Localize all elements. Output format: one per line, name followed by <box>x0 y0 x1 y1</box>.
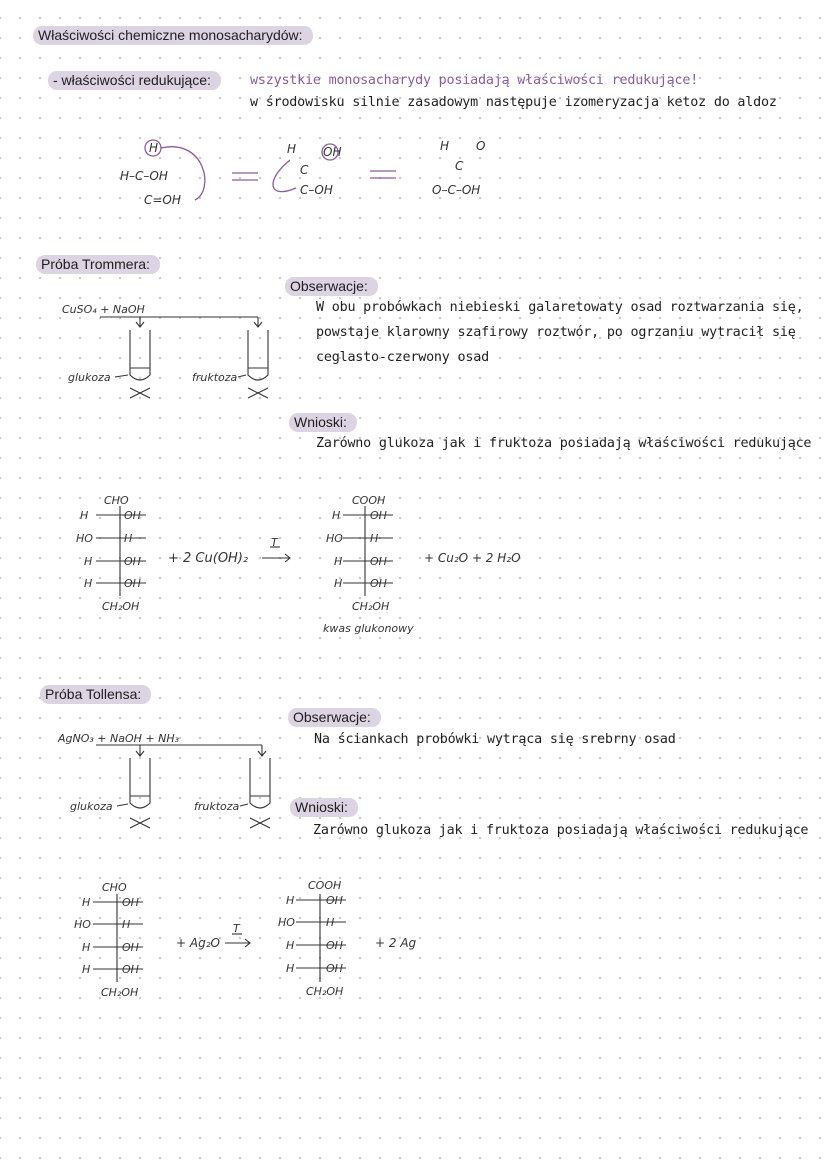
trommer-product-right: OH <box>370 509 387 522</box>
iso-s1-h: H <box>149 141 159 155</box>
trommer-product-right: OH <box>370 555 387 568</box>
tollens-observation: Na ściankach probówki wytrąca się srebrny osad <box>314 732 676 747</box>
trommer-reactant-right: OH <box>124 509 141 522</box>
trommer-product-top: COOH <box>352 494 386 507</box>
trommer-product-left: H <box>334 555 343 568</box>
tollens-product-right: OH <box>326 939 343 952</box>
tollens-product-top: COOH <box>308 879 342 892</box>
tollens-conclusion: Zarówno glukoza jak i fruktoza posiadają właściwości redukujące <box>313 823 809 838</box>
tollens-reactant-left: HO <box>74 918 91 931</box>
trommer-reactant-left: H <box>84 577 93 590</box>
tollens-product-right: OH <box>326 962 343 975</box>
trommer-reactant-right: OH <box>124 555 141 568</box>
tollens-tube-fructose: fruktoza <box>194 800 240 813</box>
isomerization-note: w środowisku silnie zasadowym następuje izomeryzacja ketoz do aldoz <box>250 95 777 110</box>
tollens-product-left: H <box>286 894 295 907</box>
trommer-reactant-top: CHO <box>104 494 129 507</box>
tollens-reagent-ag2o: + Ag₂O <box>176 936 220 950</box>
tollens-product-left: HO <box>278 916 295 929</box>
trommer-reagent-cuoh: + 2 Cu(OH)₂ <box>168 551 249 566</box>
trommer-reagent: CuSO₄ + NaOH <box>62 303 145 316</box>
tollens-reactant-right: OH <box>122 963 139 976</box>
trommer-observations-label: Obserwacje: <box>285 277 378 296</box>
trommer-reactant-right: OH <box>124 577 141 590</box>
tollens-product-bottom: CH₂OH <box>306 985 344 998</box>
tollens-conclusions-label: Wnioski: <box>290 798 358 817</box>
reducing-statement: wszystkie monosacharydy posiadają właściwości redukujące! <box>250 73 699 88</box>
trommer-reactant-left: HO <box>76 532 93 545</box>
trommer-reactant-left: H <box>80 509 89 522</box>
iso-s3-h: H <box>440 139 450 153</box>
iso-s1-row: H–C–OH <box>120 169 168 183</box>
trommer-reactant-left: H <box>84 555 93 568</box>
iso-s3-c: C <box>455 159 464 173</box>
trommer-product-left: H <box>332 509 341 522</box>
tollens-byproducts: + 2 Ag <box>375 936 417 950</box>
tollens-product-right: OH <box>326 894 343 907</box>
trommer-product-left: H <box>334 577 343 590</box>
tollens-reactant-left: H <box>82 896 91 909</box>
tollens-product-left: H <box>286 962 295 975</box>
tollens-heading: Próba Tollensa: <box>40 685 151 704</box>
trommer-product-name: kwas glukonowy <box>323 622 414 635</box>
iso-s1-row2: C=OH <box>144 193 181 207</box>
page-title: Właściwości chemiczne monosacharydów: <box>33 26 313 45</box>
tollens-product-left: H <box>286 939 295 952</box>
tollens-arrow-label: T <box>233 922 240 935</box>
tollens-observations-label: Obserwacje: <box>288 708 381 727</box>
trommer-arrow-label: T <box>271 536 278 549</box>
tollens-reactant-left: H <box>82 941 91 954</box>
iso-s2-row: C–OH <box>300 183 333 197</box>
tollens-reactant-right: OH <box>122 941 139 954</box>
trommer-tube-fructose: fruktoza <box>192 371 238 384</box>
tollens-reactant-right: H <box>122 918 131 931</box>
trommer-product-right: OH <box>370 577 387 590</box>
trommer-tube-glucose: glukoza <box>68 371 111 384</box>
tollens-reactant-top: CHO <box>102 881 127 894</box>
trommer-reactant-right: H <box>124 532 133 545</box>
trommer-byproducts: + Cu₂O + 2 H₂O <box>424 551 521 565</box>
iso-s3-o: O <box>476 139 486 153</box>
trommer-conclusion: Zarówno glukoza jak i fruktoza posiadają właściwości redukujące <box>316 436 812 451</box>
trommer-product-left: HO <box>326 532 343 545</box>
trommer-reactant-bottom: CH₂OH <box>102 600 140 613</box>
reducing-label: - właściwości redukujące: <box>48 71 221 90</box>
trommer-product-bottom: CH₂OH <box>352 600 390 613</box>
trommer-obs-line: W obu probówkach niebieski galaretowaty osad roztwarzania się, <box>316 300 804 315</box>
trommer-product-right: H <box>370 532 379 545</box>
tollens-tube-glucose: glukoza <box>70 800 113 813</box>
trommer-obs-line: powstaje klarowny szafirowy roztwór, po ogrzaniu wytracił się <box>316 325 796 340</box>
trommer-conclusions-label: Wnioski: <box>289 413 357 432</box>
iso-s2-c: C <box>300 163 309 177</box>
trommer-obs-line: ceglasto-czerwony osad <box>316 350 489 365</box>
tollens-reagent: AgNO₃ + NaOH + NH₃ <box>58 732 180 745</box>
iso-s3-row: O–C–OH <box>432 183 481 197</box>
tollens-reactant-bottom: CH₂OH <box>101 986 139 999</box>
iso-s2-oh: OH <box>323 145 342 159</box>
tollens-product-right: H <box>326 916 335 929</box>
iso-s2-h: H <box>287 142 297 156</box>
tollens-reactant-right: OH <box>122 896 139 909</box>
tollens-reactant-left: H <box>82 963 91 976</box>
trommer-heading: Próba Trommera: <box>36 255 160 274</box>
